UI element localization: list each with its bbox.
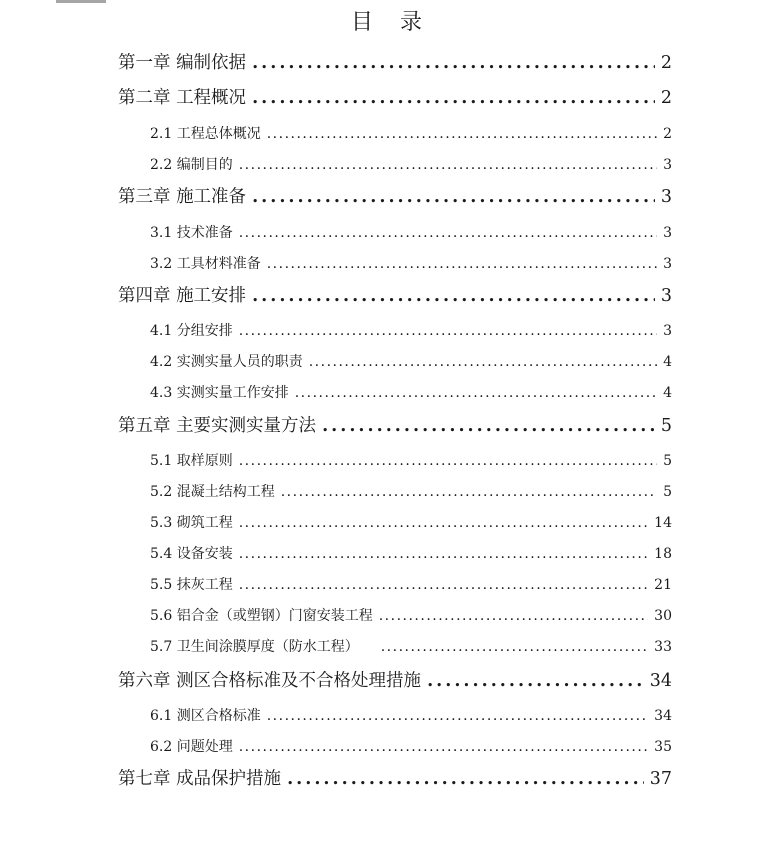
toc-entry-chapter-2[interactable] — [118, 85, 672, 111]
toc-entry-section-2-2[interactable] — [150, 154, 672, 176]
toc-entry-section-5-6[interactable] — [150, 605, 672, 627]
dot-leader — [427, 668, 644, 694]
dot-leader — [239, 320, 657, 342]
dot-leader — [381, 636, 648, 658]
toc-entry-section-5-3[interactable] — [150, 512, 672, 534]
toc-entry-page: 4 — [663, 354, 672, 370]
toc-entry-chapter-4[interactable] — [118, 283, 672, 309]
toc-entry-label: 5.6 铝合金（或塑钢）门窗安装工程 — [150, 608, 373, 624]
toc-entry-label: 4.2 实测实量人员的职责 — [150, 354, 303, 370]
toc-entry-page: 5 — [660, 416, 672, 436]
toc-entry-page: 33 — [654, 639, 672, 655]
toc-entry-page: 3 — [663, 256, 672, 272]
dot-leader — [252, 85, 655, 111]
dot-leader — [239, 574, 648, 596]
toc-entry-section-5-5[interactable] — [150, 574, 672, 596]
toc-entry-label: 5.4 设备安装 — [150, 546, 233, 562]
toc-entry-section-2-1[interactable] — [150, 123, 672, 145]
toc-entry-page: 3 — [663, 225, 672, 241]
toc-entry-label: 5.5 抹灰工程 — [150, 577, 233, 593]
toc-entry-label: 2.1 工程总体概况 — [150, 126, 261, 142]
toc-entry-label: 第五章 主要实测实量方法 — [118, 416, 317, 436]
toc-entry-label: 2.2 编制目的 — [150, 157, 233, 173]
toc-entry-section-4-3[interactable] — [150, 382, 672, 404]
toc-entry-section-5-7[interactable] — [150, 636, 672, 658]
toc-entry-chapter-1[interactable] — [118, 50, 672, 76]
dot-leader — [295, 382, 657, 404]
toc-entry-page: 30 — [654, 608, 672, 624]
toc-entry-section-4-2[interactable] — [150, 351, 672, 373]
dot-leader — [267, 705, 648, 727]
dot-leader — [322, 413, 655, 439]
toc-entry-section-6-1[interactable] — [150, 705, 672, 727]
dot-leader — [252, 50, 655, 76]
toc-entry-page: 3 — [663, 157, 672, 173]
toc-entry-section-5-2[interactable] — [150, 481, 672, 503]
dot-leader — [252, 283, 655, 309]
toc-entry-label: 第一章 编制依据 — [118, 53, 247, 73]
toc-entry-label: 第二章 工程概况 — [118, 88, 247, 108]
toc-entry-label: 4.3 实测实量工作安排 — [150, 385, 289, 401]
header-mark — [56, 0, 106, 3]
toc-entry-page: 37 — [649, 769, 672, 789]
toc-entry-section-6-2[interactable] — [150, 736, 672, 758]
toc-entry-page: 14 — [654, 515, 672, 531]
toc-entry-section-5-1[interactable] — [150, 450, 672, 472]
toc-entry-section-3-2[interactable] — [150, 253, 672, 275]
toc-entry-label: 第三章 施工准备 — [118, 187, 247, 207]
toc-entry-label: 4.1 分组安排 — [150, 323, 233, 339]
toc-entry-chapter-3[interactable] — [118, 184, 672, 210]
toc-entry-label: 第四章 施工安排 — [118, 286, 247, 306]
toc-title: 目 录 — [351, 10, 432, 35]
dot-leader — [239, 543, 648, 565]
toc-entry-page: 35 — [654, 739, 672, 755]
dot-leader — [239, 450, 657, 472]
toc-entry-label: 第七章 成品保护措施 — [118, 769, 282, 789]
toc-entry-page: 4 — [663, 385, 672, 401]
toc-entry-label: 5.2 混凝土结构工程 — [150, 484, 275, 500]
toc-entry-page: 2 — [660, 53, 672, 73]
toc-entry-page: 18 — [654, 546, 672, 562]
toc-entry-label: 6.2 问题处理 — [150, 739, 233, 755]
dot-leader — [239, 222, 657, 244]
toc-entry-page: 3 — [663, 323, 672, 339]
toc-entry-label: 3.1 技术准备 — [150, 225, 233, 241]
dot-leader — [379, 605, 648, 627]
toc-entry-chapter-7[interactable] — [118, 766, 672, 792]
toc-entry-label: 5.3 砌筑工程 — [150, 515, 233, 531]
toc-entry-page: 2 — [663, 126, 672, 142]
toc-entry-label: 6.1 测区合格标准 — [150, 708, 261, 724]
toc-entry-chapter-5[interactable] — [118, 413, 672, 439]
toc-entry-page: 34 — [649, 671, 672, 691]
toc-entry-section-3-1[interactable] — [150, 222, 672, 244]
dot-leader — [239, 154, 657, 176]
toc-entry-label: 第六章 测区合格标准及不合格处理措施 — [118, 671, 422, 691]
toc-entry-section-5-4[interactable] — [150, 543, 672, 565]
dot-leader — [267, 123, 657, 145]
dot-leader — [239, 512, 648, 534]
dot-leader — [309, 351, 657, 373]
dot-leader — [267, 253, 657, 275]
toc-entry-page: 3 — [660, 187, 672, 207]
toc-entry-page: 21 — [654, 577, 672, 593]
toc-entry-section-4-1[interactable] — [150, 320, 672, 342]
toc-entry-label: 3.2 工具材料准备 — [150, 256, 261, 272]
dot-leader — [281, 481, 657, 503]
toc-entry-page: 5 — [663, 484, 672, 500]
toc-entry-page: 3 — [660, 286, 672, 306]
toc-entry-page: 34 — [654, 708, 672, 724]
toc-entry-label: 5.7 卫生间涂膜厚度（防水工程） — [150, 639, 359, 655]
toc-entry-page: 5 — [663, 453, 672, 469]
toc-entry-page: 2 — [660, 88, 672, 108]
toc-entry-label: 5.1 取样原则 — [150, 453, 233, 469]
dot-leader — [239, 736, 648, 758]
dot-leader — [252, 184, 655, 210]
dot-leader — [287, 766, 644, 792]
toc-entry-chapter-6[interactable] — [118, 668, 672, 694]
